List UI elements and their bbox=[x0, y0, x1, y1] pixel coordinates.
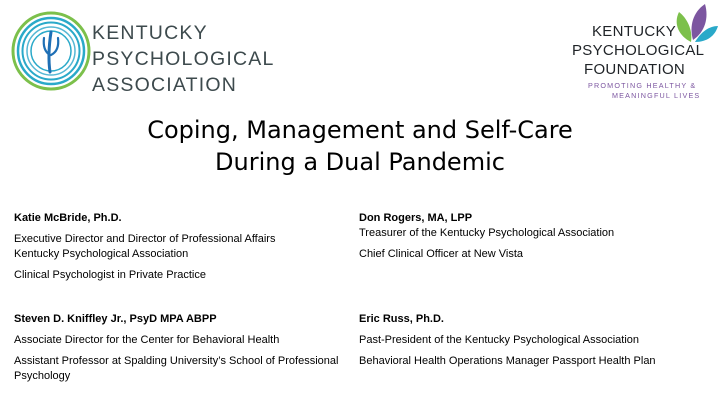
presenter-role: Executive Director and Director of Professional Affairs bbox=[14, 233, 276, 245]
presenter-block bbox=[359, 312, 709, 369]
presenter-role: Assistant Professor at Spalding University’s School of Professional Psychology bbox=[14, 355, 339, 382]
presenter-name: Don Rogers, MA, LPP bbox=[359, 212, 473, 224]
kpa-logo bbox=[10, 10, 275, 100]
kpf-line: KENTUCKY bbox=[592, 23, 677, 40]
presenter-role: Treasurer of the Kentucky Psychological Association bbox=[359, 227, 615, 239]
kpa-wordmark bbox=[92, 20, 274, 98]
kpa-emblem-icon bbox=[10, 10, 92, 92]
presenter-role: Chief Clinical Officer at New Vista bbox=[359, 248, 524, 260]
presenter-block bbox=[14, 312, 344, 384]
kpf-tagline: MEANINGFUL LIVES bbox=[612, 91, 701, 100]
kpa-line: KENTUCKY bbox=[92, 22, 208, 44]
presenter-name: Eric Russ, Ph.D. bbox=[359, 313, 444, 325]
presenter-role: Kentucky Psychological Association bbox=[14, 248, 189, 260]
presenter-block bbox=[14, 211, 344, 283]
kpf-tagline: PROMOTING HEALTHY & bbox=[588, 81, 697, 90]
kpa-line: PSYCHOLOGICAL bbox=[92, 48, 275, 70]
kpf-logo bbox=[568, 0, 720, 125]
presenter-role: Associate Director for the Center for Behavioral Health bbox=[14, 334, 280, 346]
presenter-name: Katie McBride, Ph.D. bbox=[14, 212, 122, 224]
kpf-line: FOUNDATION bbox=[584, 61, 686, 78]
presenter-role: Behavioral Health Operations Manager Passport Health Plan bbox=[359, 355, 656, 367]
presenter-role: Past-President of the Kentucky Psychological Association bbox=[359, 334, 640, 346]
presenter-role: Clinical Psychologist in Private Practice bbox=[14, 269, 206, 281]
title-line-2: During a Dual Pandemic bbox=[215, 148, 505, 176]
presenter-name: Steven D. Kniffley Jr., PsyD MPA ABPP bbox=[14, 313, 217, 325]
kpa-line: ASSOCIATION bbox=[92, 74, 238, 96]
kpf-line: PSYCHOLOGICAL bbox=[572, 42, 705, 59]
title-line-1: Coping, Management and Self-Care bbox=[147, 116, 573, 144]
slide-title bbox=[60, 114, 660, 178]
kpf-wordmark bbox=[568, 22, 718, 101]
presenter-block bbox=[359, 211, 709, 262]
